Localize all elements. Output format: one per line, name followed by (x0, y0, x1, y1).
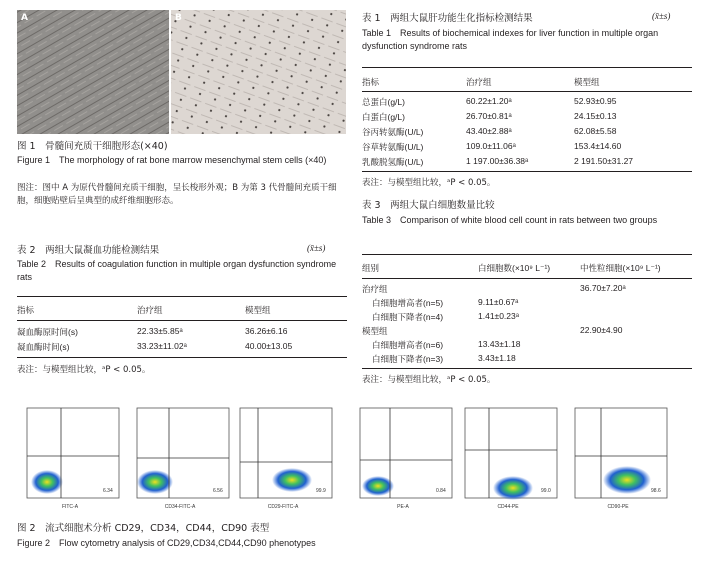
table3-bottom-rule (362, 368, 692, 369)
flow-plot-svg (127, 404, 233, 516)
flow-plot-svg (230, 404, 336, 516)
table2-top-rule (17, 296, 347, 297)
table1-header-0: 指标 (362, 77, 380, 87)
table2-unit: (x̄±s) (307, 243, 326, 253)
cell-population (493, 476, 533, 500)
table1-title-en: Table 1 Results of biochemical indexes for liver function in multiple organ dysfunction syndrome rats (362, 28, 659, 51)
table2-row-label: 凝血酶原时间(s) (17, 327, 78, 337)
cell-population (31, 470, 63, 494)
micrograph-a (17, 10, 169, 134)
table2-mid-rule (17, 320, 347, 321)
table1-row-label: 谷草转氨酶(U/L) (362, 142, 424, 152)
table2-row-label: 凝血酶时间(s) (17, 342, 70, 352)
table1-note: 表注：与模型组比较，ᵃP < 0.05。 (362, 178, 496, 188)
panel-a-label: A (21, 13, 28, 23)
table1-mid-rule (362, 91, 692, 92)
table2-header-0: 指标 (17, 305, 35, 315)
q3-percentage: 6.56 (213, 488, 223, 494)
table3-row-value: 3.43±1.18 (478, 353, 516, 363)
figure1-note: 图注：图中 A 为原代骨髓间充质干细胞，呈长梭形外观；B 为第 3 代骨髓间充质干细胞，细胞贴壁后呈典型的成纤维细胞形态。 (17, 183, 337, 206)
table2-note: 表注：与模型组比较，ᵃP < 0.05。 (17, 365, 151, 375)
flow-plot (127, 404, 233, 516)
table1-row-label: 白蛋白(g/L) (362, 112, 405, 122)
table3-row-value: 22.90±4.90 (580, 325, 623, 335)
micrograph-a-image (17, 10, 169, 134)
table1-row-value: 109.0±11.06ᵃ (466, 141, 516, 151)
micrograph-b (171, 10, 346, 134)
q3-percentage: 0.84 (436, 488, 446, 494)
table3-row-value: 1.41±0.23ᵃ (478, 311, 519, 321)
table1-row-value: 153.4±14.60 (574, 141, 622, 151)
table1-row-value: 2 191.50±31.27 (574, 156, 634, 166)
table3-row-value: 36.70±7.20ᵃ (580, 283, 626, 293)
x-axis-label: PE-A (397, 504, 409, 510)
panel-b-label: B (175, 13, 182, 23)
table3-header-2: 中性粒细胞(×10⁹ L⁻¹) (580, 263, 661, 273)
figure2-caption-en: Figure 2 Flow cytometry analysis of CD29,CD34,CD44,CD90 phenotypes (17, 538, 316, 548)
table2-row-value: 36.26±6.16 (245, 326, 288, 336)
table3-group-label: 模型组 (362, 326, 388, 336)
q3-percentage: 6.34 (103, 488, 113, 494)
x-axis-label: CD90-PE (607, 504, 629, 510)
flow-plot (230, 404, 336, 516)
table2-title-en: Table 2 Results of coagulation function in multiple organ dysfunction syndrome rats (17, 259, 337, 282)
cell-population (137, 470, 173, 494)
flow-plot (565, 404, 671, 516)
micrograph-b-image (171, 10, 346, 134)
flow-plot-svg (455, 404, 561, 516)
table3-title-cn: 表 3 两组大鼠白细胞数量比较 (362, 200, 495, 211)
cell-population (272, 468, 312, 492)
table1-row-value: 43.40±2.88ᵃ (466, 126, 512, 136)
table3-group-label: 治疗组 (362, 284, 388, 294)
table1-title-cn: 表 1 两组大鼠肝功能生化指标检测结果 (362, 13, 533, 24)
flow-plot (17, 404, 123, 516)
table1-top-rule (362, 67, 692, 68)
flow-plot-svg (565, 404, 671, 516)
table3-row-value: 13.43±1.18 (478, 339, 521, 349)
table3-row-label: 白细胞增高者(n=5) (372, 298, 444, 308)
table1-row-value: 1 197.00±36.38ᵃ (466, 156, 529, 166)
table1-bottom-rule (362, 171, 692, 172)
q3-percentage: 98.6 (651, 488, 661, 494)
table2-row-value: 22.33±5.85ᵃ (137, 326, 183, 336)
table3-header-0: 组别 (362, 263, 380, 273)
table1-row-value: 26.70±0.81ᵃ (466, 111, 512, 121)
table3-mid-rule (362, 278, 692, 279)
flow-plot-svg (17, 404, 123, 516)
table2-row-value: 33.23±11.02ᵃ (137, 341, 187, 351)
table3-row-value: 9.11±0.67ᵃ (478, 297, 519, 307)
q3-percentage: 99.9 (316, 488, 326, 494)
table2-header-2: 模型组 (245, 305, 271, 315)
table3-row-label: 白细胞增高者(n=6) (372, 340, 444, 350)
q3-percentage: 99.0 (541, 488, 551, 494)
table1-header-1: 治疗组 (466, 77, 492, 87)
flow-plot-svg (350, 404, 456, 516)
table3-note: 表注：与模型组比较，ᵃP < 0.05。 (362, 375, 496, 385)
table1-row-label: 总蛋白(g/L) (362, 97, 405, 107)
table3-title-en: Table 3 Comparison of white blood cell count in rats between two groups (362, 215, 658, 225)
table2-bottom-rule (17, 357, 347, 358)
cell-population (362, 476, 394, 496)
table2-title-cn: 表 2 两组大鼠凝血功能检测结果 (17, 245, 160, 256)
table1-row-label: 谷丙转氨酶(U/L) (362, 127, 424, 137)
x-axis-label: FITC-A (61, 504, 79, 510)
table3-row-label: 白细胞下降者(n=3) (372, 354, 444, 364)
table1-unit: (x̄±s) (652, 11, 671, 21)
x-axis-label: CD29-FITC-A (267, 504, 299, 510)
table1-row-value: 60.22±1.20ᵃ (466, 96, 512, 106)
flow-plot (350, 404, 456, 516)
table3-top-rule (362, 254, 692, 255)
x-axis-label: CD34-FITC-A (164, 504, 196, 510)
table3-header-1: 白细胞数(×10⁹ L⁻¹) (478, 263, 551, 273)
flow-plot (455, 404, 561, 516)
table1-row-value: 52.93±0.95 (574, 96, 617, 106)
figure1-caption-cn: 图 1 骨髓间充质干细胞形态(×40) (17, 141, 168, 152)
table1-row-value: 62.08±5.58 (574, 126, 617, 136)
table1-row-value: 24.15±0.13 (574, 111, 617, 121)
figure2-caption-cn: 图 2 流式细胞术分析 CD29，CD34，CD44，CD90 表型 (17, 523, 270, 534)
cell-population (603, 466, 651, 494)
table1-row-label: 乳酸脱氢酶(U/L) (362, 157, 424, 167)
x-axis-label: CD44-PE (497, 504, 519, 510)
table1-header-2: 模型组 (574, 77, 600, 87)
table2-header-1: 治疗组 (137, 305, 163, 315)
figure1-caption-en: Figure 1 The morphology of rat bone marrow mesenchymal stem cells (×40) (17, 155, 327, 165)
table2-row-value: 40.00±13.05 (245, 341, 293, 351)
table3-row-label: 白细胞下降者(n=4) (372, 312, 444, 322)
